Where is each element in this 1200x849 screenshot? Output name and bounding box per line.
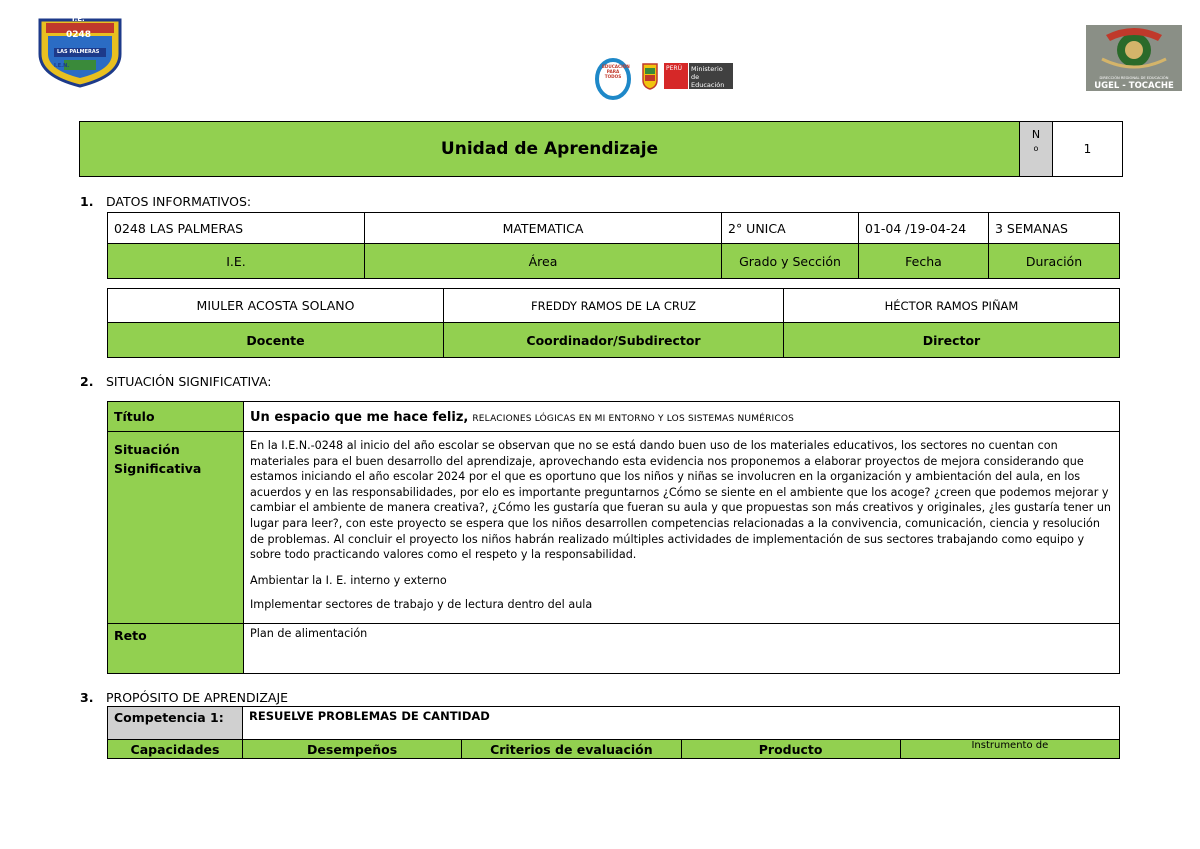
situacion-item-2: Implementar sectores de trabajo y de lectura dentro del aula	[250, 598, 593, 612]
col-capacidades: Capacidades	[108, 740, 243, 759]
fecha-label: Fecha	[859, 244, 989, 279]
unit-number-label-bottom: o	[1033, 144, 1039, 153]
docente-value: MIULER ACOSTA SOLANO	[108, 289, 444, 323]
situacion-label-line-1: Situación	[114, 442, 180, 457]
area-value: MATEMATICA	[365, 213, 722, 244]
unit-number-value: 1	[1053, 122, 1123, 177]
ministerio-label: Ministerio de Educación	[689, 63, 733, 89]
school-logo-name: LAS PALMERAS	[57, 49, 100, 55]
peru-country-label: PERÚ	[664, 63, 688, 89]
school-logo-number: 0248	[66, 30, 92, 40]
situacion-cell	[244, 432, 1120, 624]
reto-label: Reto	[108, 624, 244, 674]
school-logo-top-label: I.E.	[72, 15, 85, 23]
ie-value: 0248 LAS PALMERAS	[108, 213, 365, 244]
section-2-heading	[80, 374, 271, 389]
titulo-cell	[244, 402, 1120, 432]
fecha-value: 01-04 /19-04-24	[859, 213, 989, 244]
duracion-value: 3 SEMANAS	[989, 213, 1120, 244]
competencia-text: RESUELVE PROBLEMAS DE CANTIDAD	[243, 707, 1120, 740]
duracion-label: Duración	[989, 244, 1120, 279]
unit-header-table	[79, 121, 1123, 177]
situacion-label-line-2: Significativa	[114, 461, 202, 476]
datos-table	[107, 212, 1120, 279]
situacion-label	[108, 432, 244, 624]
ugel-tocache-label: UGEL - TOCACHE	[1094, 81, 1174, 91]
situacion-item-1: Ambientar la I. E. interno y externo	[250, 573, 447, 587]
unit-title: Unidad de Aprendizaje	[80, 122, 1020, 177]
ie-label: I.E.	[108, 244, 365, 279]
titulo-label: Título	[108, 402, 244, 432]
proposito-table	[107, 706, 1120, 759]
section-3-title: PROPÓSITO DE APRENDIZAJE	[106, 690, 289, 705]
coordinador-label: Coordinador/Subdirector	[444, 323, 784, 358]
col-desempenos: Desempeños	[243, 740, 462, 759]
situacion-table	[107, 401, 1120, 674]
section-2-title: SITUACIÓN SIGNIFICATIVA:	[106, 374, 272, 389]
school-logo-sub-label: I.E.N.	[54, 63, 70, 69]
section-1-number: 1.	[80, 194, 94, 209]
situacion-text: En la I.E.N.-0248 al inicio del año escolar se observan que no se está dando buen uso de los materiales educativos, los sectores no cuentan con materiales para el buen desarrollo del aprendizaje, aprovechando esta evidencia nos proponemos a elaborar proyectos de mejora considerando que estamos iniciando el año escolar 2024 por el que es oportuno que los niños y niñas se involucren en la organización y ambientación del aula, en los acuerdos y en las responsabilidades, por elo es importante preguntarnos ¿Cómo se siente en el ambiente que los acoge? ¿creen que podemos mejorar y cambiar el ambiente de manera creativa?, ¿Cómo les gustaría que fueran su aula y que propuestas son más creativos y originales, ¿les gustaría tener un lugar para leer?, con este proyecto se espera que los niños desarrollen competencias relacionadas a la convivencia, comunicación, ciencia y resolución de problemas. Al concluir el proyecto los niños habrán realizado múltiples actividades de implementación de sus sectores trabajando como equipo y sobre todo practicando valores como el respeto y la responsabilidad.	[250, 439, 1111, 562]
ugel-direccion-label: DIRECCIÓN REGIONAL DE EDUCACIÓN	[1099, 76, 1169, 80]
unit-number-label-top: N	[1031, 128, 1041, 141]
area-label: Área	[365, 244, 722, 279]
director-label: Director	[784, 323, 1120, 358]
competencia-label: Competencia 1:	[108, 707, 243, 740]
titulo-sub: RELACIONES LÓGICAS EN MI ENTORNO Y LOS SISTEMAS NUMÉRICOS	[472, 413, 795, 424]
section-1-heading	[80, 194, 251, 209]
col-producto: Producto	[681, 740, 900, 759]
staff-table	[107, 288, 1120, 358]
educacion-logo-text: EDUCACIÓN PARA TODOS	[602, 64, 630, 79]
col-criterios: Criterios de evaluación	[462, 740, 681, 759]
grado-value: 2° UNICA	[722, 213, 859, 244]
director-value: HÉCTOR RAMOS PIÑAM	[784, 289, 1120, 323]
section-2-number: 2.	[80, 374, 94, 389]
section-1-title: DATOS INFORMATIVOS:	[106, 194, 252, 209]
peru-shield-icon	[641, 62, 659, 90]
docente-label: Docente	[108, 323, 444, 358]
grado-label: Grado y Sección	[722, 244, 859, 279]
unit-number-label	[1020, 122, 1053, 177]
reto-text: Plan de alimentación	[244, 624, 1120, 674]
section-3-heading	[80, 690, 288, 705]
coordinador-value: FREDDY RAMOS DE LA CRUZ	[444, 289, 784, 323]
col-instrumento: Instrumento de	[900, 740, 1119, 759]
section-3-number: 3.	[80, 690, 94, 705]
titulo-main: Un espacio que me hace feliz,	[250, 409, 469, 425]
